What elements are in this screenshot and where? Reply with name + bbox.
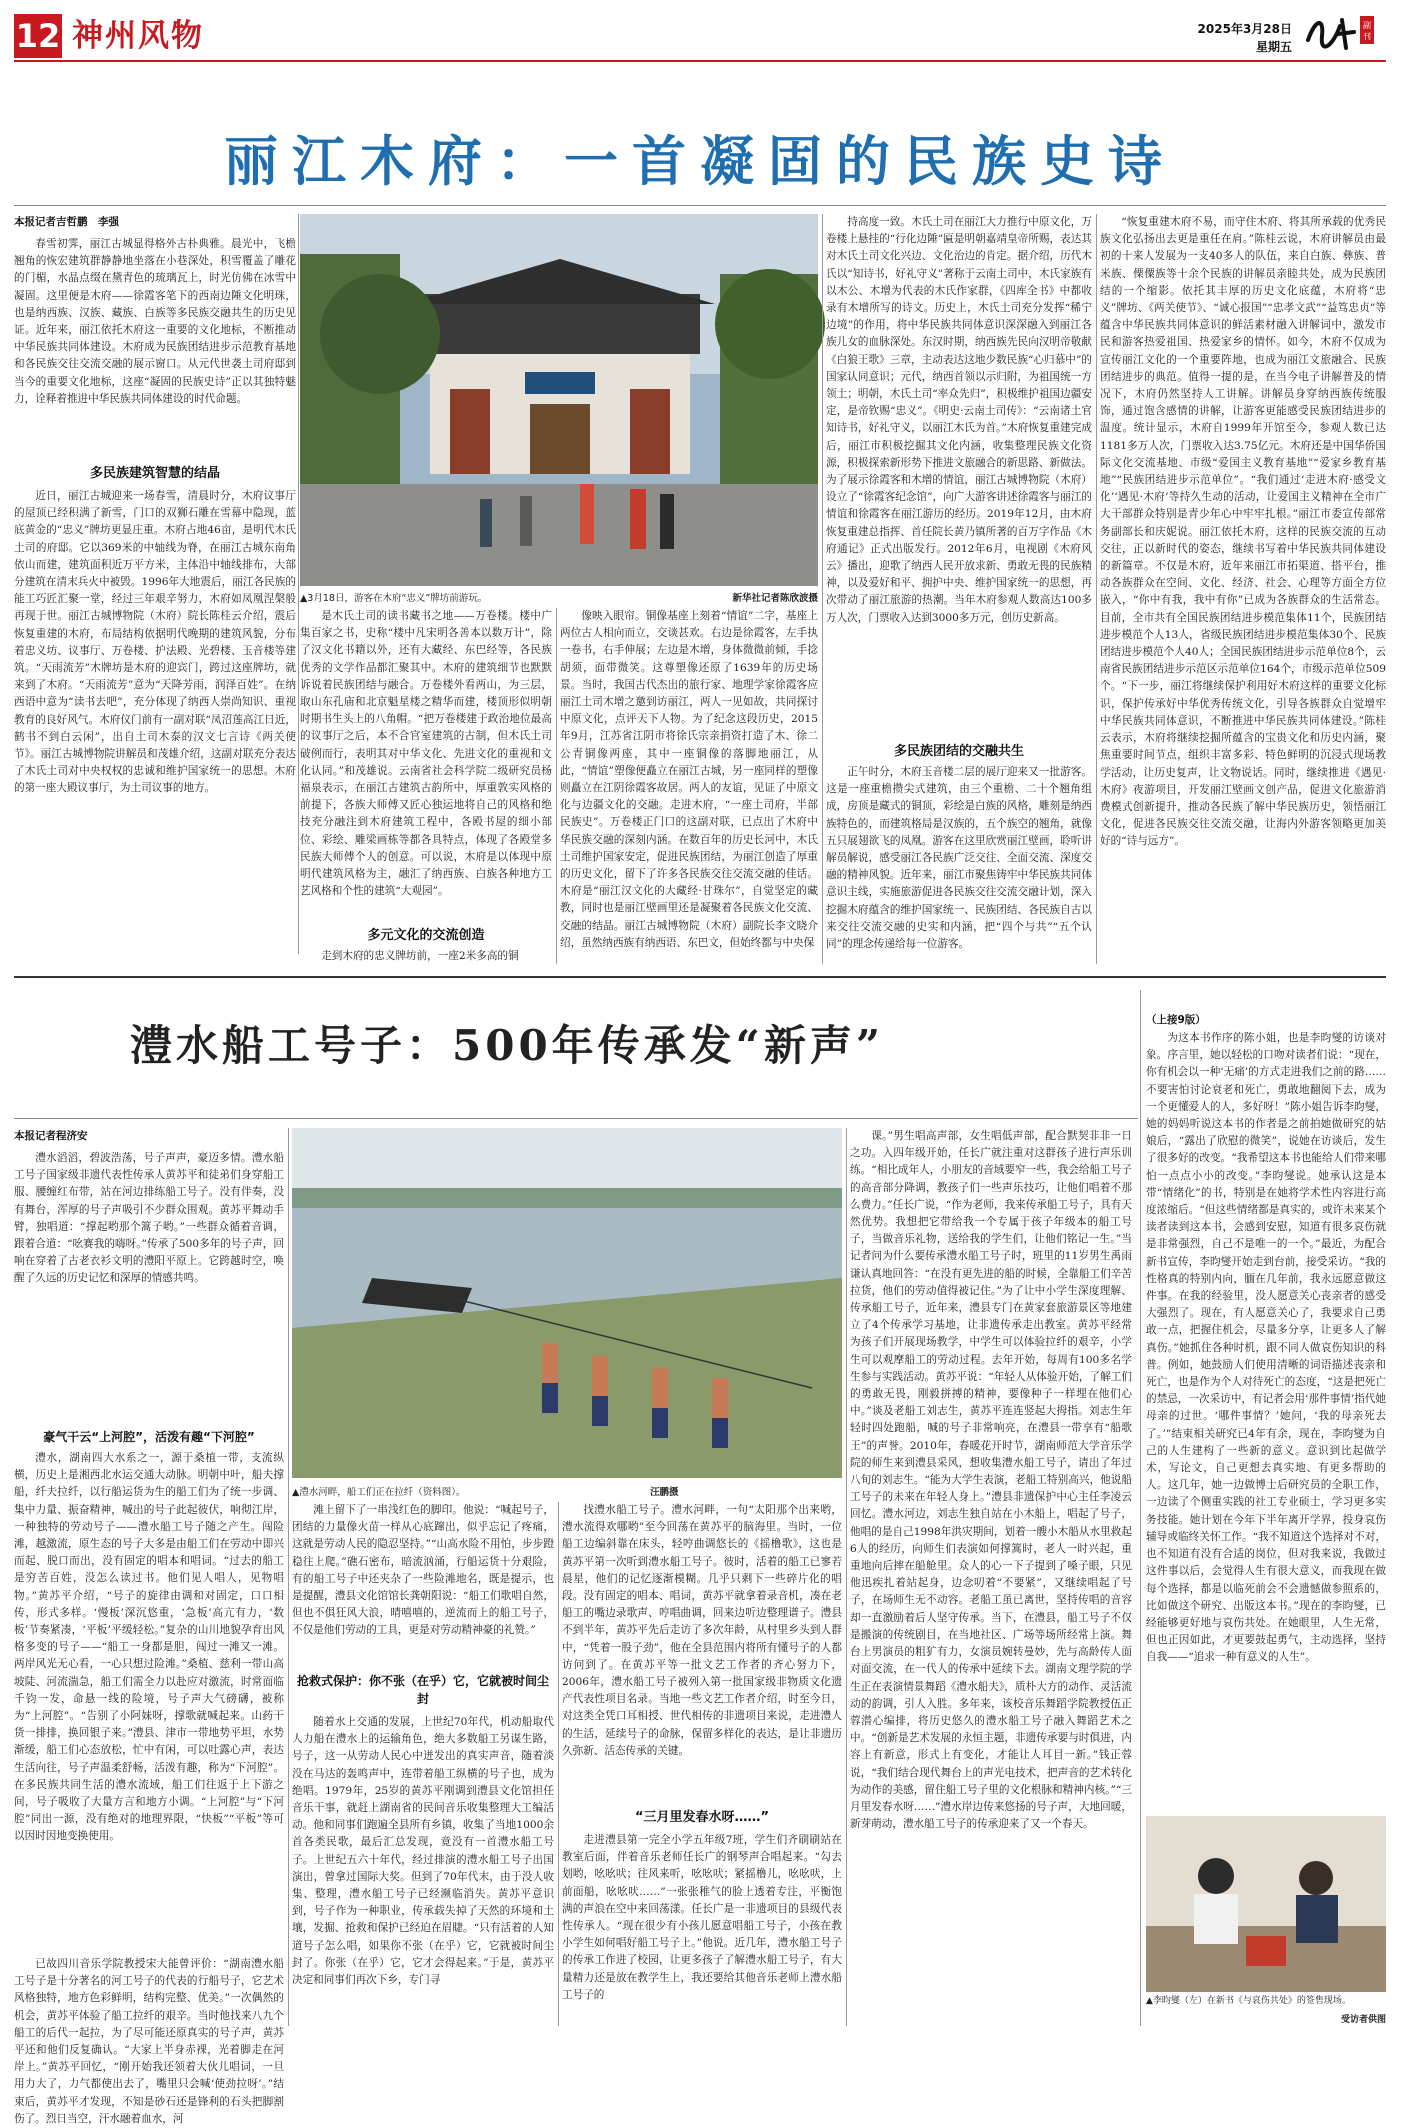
- article2-col2-body: 滩上留下了一串浅红色的脚印。他说：“喊起号子，团结的力量像火苗一样从心底蹿出，似乎忘记了疼痛，这就是劳动人民的隐忍坚持。”“山高水险不用怕，步步蹬稳往上爬。”礁石密布，暗流汹涌，行船运货十分艰险，有的船工号子中还夹杂了一些险滩地名，既是提示，也是提醒，澧县文化馆馆长龚朝阳说：“船工们歌唱自然，但也不俱狂风大浪，晴嘻嘻的，逆流而上的船工号子，不仅是他们劳动的工具，更是对劳动精神豪的礼赞。”: [292, 1504, 554, 1637]
- article2-title-rule: [14, 1118, 1138, 1119]
- issue-weekday: 星期五: [1255, 40, 1292, 54]
- article2-col1-tail: 已故四川音乐学院教授宋大能曾评价：“湖南澧水船工号子是十分著名的河工号子的代表的行船号子，它艺术风格独特，地方色彩鲜明，结构完整、优美。”一次偶然的机会，黄苏平体验了船工拉纤的艰辛。当时他找来八九个船工的后代一起拉，为了尽可能还原真实的号子声，黄苏平还和他们反复确认。“大家上半身赤裸，光着脚走在河岸上。”黄苏平回忆，“刚开始我还领着大伙儿唱词，一旦用力大了，力气都使出去了，嘴里只会喊‘使劲拉呀’。”结束后，黄苏平才发现，不知是砂石还是锋利的石头把脚割伤了。烈日当空，汗水融着血水，河: [14, 1958, 284, 2125]
- article1-subhead-2: 多元文化的交流创造: [367, 928, 485, 943]
- article2-col4-body: 课。”男生唱高声部，女生唱低声部，配合默契非非一日之功。入四年级开始，任长广就注重对这群孩子进行声乐训练。“相比成年人，小朋友的音域要窄一些，我会给船工号子的高音部分降调，教孩子们一些声乐技巧，让他们唱着不那么费力。”任长广说，“作为老师，我来传承船工号子，具有天然优势。我想把它带给我一个专属于孩子年级本的船工号子，当做音乐礼物，送给我的学生们，让他们铭记一生。”当记者问为什么要传承澧水船工号子时，班里的11岁男生禹雨谦认真地回答：“在没有更先进的船的时候，全靠船工们辛苦拉货，他们的劳动值得被记住。”为了让中小学生深度理解、传承船工号子，近年来，澧县专门在黄家套旅游景区等地建立了4个传承学习基地，让非遗传承走出教室。黄苏平经常为孩子们开展现场教学，中学生可以体验拉纤的艰辛，小学生可以观摩船工的劳动过程。去年开始，每周有100多名学生参与实践活动。黄苏平说：“年轻人从体验开始，了解工们的勇敢无畏，刚毅拼搏的精神，要像种子一样埋在他们心中。”谈及老船工刘志生，黄苏平连连竖起大拇指。刘志生年轻时四处跑船，喊的号子非常响亮，在澧县一带享有“船歌王”的声誉。2010年，春暖花开时节，湖南师范大学音乐学院的师生来到澧县采风，想收集澧水船工号子，请出了年过八旬的刘志生。“能为大学生表演，老船工特别高兴，他说船工号子的未来在年轻人身上。”澧县非遗保护中心主任李凌云回忆。澧水河边，刘志生独自站在小木船上，唱起了号子，他唱的是自己1998年洪灾期间，划着一艘小木船从水里救起6人的经历，向师生们表演如何撑篙时，老人一时兴起，重重地向后摔在船舱里。众人的心一下子提到了嗓子眼，只见他迅疾扎着站起身，边念叨着“不要紧”，又继续唱起了号子，在场师生无不动容。老船工虽已离世，坚持传唱的音容却一直激励着后人坚守传承。当下，在澧县，船工号子不仅是搬演的传统剧目，在当地社区、广场等场所经常上演。舞台上男演员的粗犷有力，女演员婉转曼妙，先与高龄传人面对面交流，在一代人的传承中延续下去。湖南文理学院的学生正在表演情景舞蹈《澧水船夫》，质朴大方的动作、灵活流动的韵调，引人入胜。多年来，该校音乐舞蹈学院教授伍正蓉潜心编排，将历史悠久的澧水船工号子融入舞蹈艺术之中。“创新是艺术发展的永恒主题，非遗传承要与时俱进，内容上有新意，形式上有变化，才能让人耳目一新。”钱正蓉说，“我们结合现代舞台上的声光电技术，把声音的艺术转化为动作的美感，留住船工号子里的文化根脉和精神内核。”“三月里发春水呀……”澧水岸边传来悠扬的号子声，大地回暖，新芽萌动，澧水船工号子的传承迎来了又一个春天。: [850, 1130, 1132, 1831]
- article1-col2-body: 是木氏土司的读书藏书之地——万卷楼。楼中广集百家之书，史称“楼中凡宋明各善本以数万计”，除了汉文化书籍以外，还有大藏经、东巴经等，各民族优秀的文学作品都汇聚其中。木府的建筑细节也默默诉说着民族团结与融合。万卷楼外看两山，为三层，取山东孔庙和北京魁星楼之精华而建，楼顶形似明朝时期书生头上的八角帽。“把万卷楼建于政治地位最高的议事厅之后，本不合官室建筑的古制，但木氏土司破例而行，表明其对中华文化、先进文化的重视和文化认同。”和茂雄说。云南省社会科学院二级研究员杨福泉表示，在丽江古建筑古韵所中，厚重敦实风格的前提下，各族大师傅又匠心独运地将自己的风格和绝技充分融注到木府建筑工程中，各殿书屋的细小部位、彩绘、雕梁画栋等都各具特点，体现了各殿堂多民族大师傅个人的创意。可以说，木府是以体现中原明代建筑风格为主，融汇了纳西族、白族各种地方工艺风格和个性的建筑“大观园”。: [300, 610, 552, 898]
- article1-byline: 本报记者吉哲鹏 李强: [14, 216, 119, 228]
- article2-byline: 本报记者程济安: [14, 1130, 88, 1142]
- article1-col2-tail: 走到木府的忠义牌坊前，一座2米多高的铜: [321, 950, 519, 962]
- article1-photo-caption: ▲3月18日，游客在木府“忠义”牌坊前游玩。: [300, 593, 488, 604]
- column-rule: [298, 214, 299, 954]
- article1-col4-body: 持高度一致。木氏土司在丽江大力推行中原文化，万卷楼上悬挂的“行化边陲”匾是明朝嘉靖皇帝所赐，表达其对木氏土司文化兴边、文化治边的肯定。据介绍，历代木氏以“知诗书，好礼守义”著称于云南土司中，木氏家族有以木公、木增为代表的木氏作家群，《四库全书》中都收录有木增所写的诗文。历史上，木氏土司充分发挥“稀宁边境”的作用，将中华民族共同体意识深深融入到丽江各族儿女的血脉深处。东汉时期，纳西族先民向汉明帝敬献《白狼王歌》三章，主动表达这地少数民族“心归慕中”的国家认同意识；元代，纳西首领以示归附，为祖国统一方领土；明朝，木氏土司“率众先归”，积极维护祖国边疆安定，是帝钦赐“忠义”。《明史·云南土司传》：“云南诸土官知诗书，好礼守义，以丽江木氏为首。”木府恢复重建完成后，丽江市积极挖掘其文化内涵，收集整理民族文化资源，积极探索新形势下推进文旅融合的新思路、新做法。为了展示徐霞客和木增的情谊，丽江古城博物院（木府）设立了“徐霞客纪念馆”，向广大游客讲述徐霞客与丽江的情谊和徐霞客在丽江游历的经历。2019年12月，由木府恢复重建总指挥、首任院长黄乃镇所著的百万字作品《木府通记》正式出版发行。2012年6月，电视剧《木府风云》播出，迎歌了纳西人民开放求新、勇敢无畏的民族精神，以及爱好和平、拥护中央、维护国家统一的思想，再次带动了丽江旅游的热潮。当年木府参观人数高达100多万人次，门票收入达到3000多万元，创历史新高。: [826, 216, 1092, 624]
- issue-date: 2025年3月28日: [1197, 22, 1292, 36]
- column-rule: [1140, 990, 1141, 2026]
- section-name: 神州风物: [72, 18, 204, 54]
- article2-subhead-3: “三月里发春水呀……”: [634, 1810, 770, 1825]
- article1-col3-body: 像映入眼帘。铜像基座上刻着“情谊”二字，基座上两位古人相向而立，交谈甚欢。右边是徐霞客，左手执一卷书，右手伸展；左边是木增，身体微微前倾，手捻胡须，面带微笑。这尊塑像还原了1639年的历史场景。当时，我国古代杰出的旅行家、地理学家徐霞客应丽江土司木增之邀到访丽江，两人一见如故，共同探讨中原文化，点评天下人物。为了纪念这段历史，2015年9月，江苏省江阴市将徐氏宗亲捐资打造了木、徐二公青铜像两座，其中一座铜像的落脚地丽江，从此，“情谊”塑像便矗立在丽江古城，另一座同样的塑像则矗立在江阴徐霞客故居。两人的友谊，见证了中原文化与边疆文化的交融。走进木府，“一座土司府，半部民族史”。万卷楼正门口的这副对联，已点出了木府中华民族交融的深刻内涵。在数百年的历史长河中，木氏土司维护国家安定，促进民族团结，为丽江创造了厚重的历史文化，留下了许多各民族交往交流交融的佳话。木府是“丽江汉文化的大藏经·甘珠尔”，自觉坚定的藏教，同时也是丽江壁画里还是凝聚着各民族文化交流、交融的结晶。丽江古城博物院（木府）副院长李文晓介绍，虽然纳西族有纳西语、东巴文，但始终都与中央保: [560, 610, 818, 949]
- article2-col1-intro: 澧水滔滔，碧波浩荡，号子声声，豪迈多情。澧水船工号子国家级非遗代表性传承人黄苏平和徒弟们身穿船工服、腰缠红布带，站在河边排练船工号子。没有伴奏，没有舞台，浑厚的号子声吸引不少群众围观。黄苏平舞动手臂，独唱道：“撑起哟那个篙子哟。”一些群众循着音调，跟着合道：“吆赛我的嗨呀。”传承了500多年的号子声，回响在穿着了古老衣衫文明的澧阳平原上。它跨越时空，唤醒了久远的历史记忆和深厚的情感共鸣。: [14, 1152, 284, 1285]
- article2-photo: [292, 1128, 842, 1478]
- article1-photo-credit: 新华社记者陈欣波摄: [732, 593, 818, 604]
- book-signing-credit: 受访者供图: [1340, 2015, 1386, 2025]
- article1-subhead-3: 多民族团结的交融共生: [893, 744, 1024, 759]
- article1-col1-body: 近日，丽江古城迎来一场春雪，清晨时分，木府议事厅的屋顶已经积满了新雪，门口的双狮石雕在雪幕中隐现，蓝底黄金的“忠义”牌坊更显庄重。木府占地46亩，是明代木氏土司的府邸。它以369米的中轴线为脊，在丽江古城东南角依山而建，建筑面积近万平方米，主体沿中轴线排布，大部分建筑在清末兵火中被毁。1996年大地震后，丽江各民族的能工巧匠汇聚一堂，经过三年艰辛努力，木府如凤凰涅槃般再现于世。丽江古城博物院（木府）院长陈桂云介绍，震后恢复重建的木府，布局结构依据明代晚期的建筑风貌，分布着忠义坊、议事厅、万卷楼、护法殿、光碧楼、玉音楼等建筑。“天雨流芳”木牌坊是木府的迎宾门，跨过这座牌坊，就来到了木府。“天雨流芳”意为“天降芳雨，润泽百姓”。在纳西语中意为“读书去吧”，充分体现了纳西人崇尚知识、重视教育的良好风气。木府仪门前有一副对联“凤沼莲高江日近，鹤书不到白云闲”，出自土司木泰的汉文七言诗《两关使节》。丽江古城博物院讲解员和茂雄介绍，这副对联充分表达了木氏土司对中央权权的忠诚和维护国家统一的思想。木府的第一座大殿议事厅，为土司议事的地方。: [14, 490, 296, 795]
- boat-trackers-photo: [292, 1128, 842, 1478]
- column-rule: [1096, 214, 1097, 964]
- article2-col3-tail: 走进澧县第一完全小学五年级7班，学生们齐刷刷站在教室后面，伴着音乐老师任长广的钢琴声合唱起来。“勾去划哟，吆吆吠；往风来听，吆吆吠；紧摇橹儿，吆吆吠，上前面船，吆吆吠……”一张张稚气的脸上透着专注，平衡饱满的声浪在空中来回荡漾。任长广是一非遗项目的县级代表性传承人。“现在很少有小孩儿愿意唱船工号子，小孩在教小学生如何唱好船工号子上。”他说。近几年，澧水船工号子的传承工作进了校园，让更多孩子了解澧水船工号子，有大量精力还是放在教学生上，我还要给其他音乐老师上澧水船工号子的: [562, 1834, 842, 2001]
- book-signing-caption: ▲李昀燮（左）在新书《与哀伤共处》的签售现场。: [1146, 1996, 1351, 2006]
- column-rule: [822, 214, 823, 964]
- mufu-gate-photo: [300, 214, 818, 586]
- book-signing-photo: [1146, 1816, 1386, 1992]
- signing-scene-photo: [1146, 1816, 1386, 1992]
- header-rule: [14, 60, 1386, 62]
- article2-col1-body: 澧水，湖南四大水系之一，源于桑植一带，支流纵横，历史上是湘西北水运交通大动脉。明朝中叶，船夫撑船，纤夫拉纤，以行船运货为生的船工们为了统一步调、集中力量、振奋精神，喊出的号子此起彼伏，响彻江岸，一种独特的劳动号子——澧水船工号子随之产生。闯险滩，越激流，原生态的号子大多是由船工们在劳动中即兴而起、脱口而出，没有固定的唱本和唱词。“过去的船工是穷苦百姓，没怎么读过书。他们见人唱人，见物唱物。”黄苏平介绍，“号子的旋律由调和对固定，口口相传，形式多样。‘慢板’深沉悠重，‘急板’高亢有力，‘数板’节奏紧凑，‘平板’平缓轻松。”复杂的山川地貌孕育出风格多变的号子——“船工一身都是胆，闯过一滩又一滩。两岸风光无心看，一心只想过险滩。”桑植、慈利一带山高坡陡、河流湍急，船工们需全力以赴应对激流，时常面临千钧一发，命悬一线的险境，号子声大气磅礴，被称为“上河腔”。“告别了小阿妹呀，撑歌就喊起来。山药干货一排排，换回银子来。”澧县、津市一带地势平坦，水势渐缓，船工们心态放松，忙中有闲，可以吐露心声，表达生活向往，号子声温柔舒畅，活泼有趣，称为“下河腔”。在多民族共同生活的澧水流域，船工们往返于上下游之间，号子吸收了大量方言和地方小调。“上河腔”与“下河腔”同出一源，没有绝对的地理界限，“快板”“平板”等可以因时因地变换使用。: [14, 1452, 284, 1843]
- column-rule: [558, 1502, 559, 2026]
- article2-col3-body: 找澧水船工号子。澧水河畔，一句“太阳那个出来哟，澧水流得欢哪哟”至今回荡在黄苏平的脑海里。当时，一位船工边编斜靠在床头，轻哼曲调悠长的《摇橹歌》，这也是黄苏平第一次听到澧水船工号子。彼时，活着的船工已寥若晨星，他们的记忆逐渐模糊。几乎只剩下一些碎片化的唱段。没有固定的唱本、唱词，黄苏平就拿着录音机，凑在老船工的嘴边录歌声、哼唱曲调，回来边听边整理谱子。澧县不到半年，黄苏平先后走访了多次年龄，从村里乡头到人群中，“凭着一股子劲”，他在全县范围内将所有懂号子的人都访问到了。在黄苏平等一批文艺工作者的齐心努力下，2006年，澧水船工号子被列入第一批国家级非物质文化遗产代表性项目名录。当地一些文艺工作者介绍，时至今日，对这类全凭口耳相授、世代相传的非遗项目来说，走进澧人的生活，延续号子的命脉，保留多样化的表达，是让非遗历久弥新、活态传承的关键。: [562, 1504, 842, 1757]
- continued-story-body: 为这本书作序的陈小姐，也是李昀燮的访谈对象。序言里，她以轻松的口吻对读者们说：“现在，你有机会以一种‘无痛’的方式走进我们之前的路……不要害怕讨论衰老和死亡，勇敢地翻阅下去，成为一个更懂爱人的人，多好呀！”陈小姐告诉李昀燮，她的妈妈听说这本书的作者是之前拍她做研究的姑娘后，“露出了欣慰的微笑”，说她在访谈后，发生了很多好的改变。“我希望这本书也能给人们带来哪怕一点点小小的改变。”李昀燮说。她承认这是本带“情绪化”的书，特别是在她将学术性内容进行高度浓缩后。“但这些情绪都是真实的，或许未来某个读者读到这本书，会感到安慰，知道有很多哀伤就是非常强烈，自己不是唯一的一个。”最近，为配合新书宣传，李昀燮开始走到台前，接受采访。“我的性格真的特别内向，腼在几年前，我永远愿意做这件事。在我的经验里，没人愿意关心丧亲者的感受大强烈了。现在，有人愿意关心了，我要求自己勇敢一点，把握住机会，尽量多分享，让更多人了解真伤。”她抓住各种时机，跟不同人做哀伤知识的科普。例如，她鼓励人们使用清晰的词语描述丧亲和死亡，也是作为个人对待死亡的态度，“这是把死亡的禁忌，一次采访中，有记者会用‘那件事情’指代她母亲的过世。‘哪件事情？’她问，‘我的母亲死去了。’”结束相关研究已4年有余，现在，李昀燮为自己的人生建构了一些新的意义。意识到比起做学术，写论文，自己更想去真实地、有更多帮助的人。这几年，她一边做博士后研究员的全职工作，一边读了个侧重实践的社工专业硕士，学习更多实务技能。她计划在今年下半年离开学界，投身哀伤辅导或临终关怀工作。“我不知道这个选择对不对，也不知道有没有合适的岗位，但对我来说，我做过这件事以后，会觉得人生有很大意义，而我现在做每个选择，都是以临死前会不会遗憾做参照系的，比如做这个研究、出版这本书。”现在的李昀燮，已经能够更好地与哀伤共处。在她眼里，人生无常，但也正因如此，才更要鼓起勇气，主动选择，坚持自我——“追求一种有意义的人生”。: [1146, 1032, 1386, 1664]
- article1-photo: [300, 214, 818, 586]
- page-header: [0, 0, 1401, 60]
- articles-divider: [14, 976, 1386, 978]
- article2-photo-caption: ▲澧水河畔，船工们正在拉纤（资料图）。: [292, 1487, 466, 1498]
- article2-photo-credit: 汪鹏摄: [650, 1487, 679, 1498]
- brand-logo: [1302, 10, 1386, 54]
- svg-text:副: 副: [1363, 21, 1371, 30]
- article1-title-rule: [14, 205, 1386, 206]
- column-rule: [288, 1128, 289, 2026]
- column-rule: [846, 1128, 847, 2026]
- article1-subhead-1: 多民族建筑智慧的结晶: [89, 466, 220, 481]
- article2-col2-tail: 随着水上交通的发展，上世纪70年代，机动船取代人力船在澧水上的运输角色，绝大多数船工另谋生路，号子，这一从劳动人民心中迸发出的真实声音，随着淡没在马达的轰鸣声中，连带着船工纵横的号子也，成为绝唱。1979年，25岁的黄苏平刚调到澧县文化馆担任音乐干事，就赶上湖南省的民间音乐收集整理大工编活动。他和同事们跑遍全县所有乡镇，收集了当地1000余首各类民歌，最后汇总发现，竟没有一首澧水船工号子。上世纪五六十年代，经过排演的澧水船工号子出国演出，曾拿过国际大奖。但到了70年代末，由于没人收集、整理，澧水船工号子已经濒临消失。黄苏平意识到，号子作为一种职业，传承载失掉了天然的环境和土壤，发掘、抢救和保护已经迫在眉睫。“只有活着的人知道号子怎么唱，如果你不张（在乎）它，它就被时间尘封了。你张（在乎）它，它才会得起来。”于是，黄苏平决定和同事们再次下乡，专门寻: [292, 1716, 554, 1987]
- article1-col4-tail: 正午时分，木府玉音楼二层的展厅迎来又一批游客。这是一座重檐攒尖式建筑，由三个重檐、二十个翘角组成，房顶是藏式的铜顶，彩绘是白族的风格，雕刻是纳西族特色的，而建筑格局是汉族的，五个族空的翘角，就像五只展翅欲飞的凤凰。游客在这里欣赏丽江壁画，聆听讲解员解说，感受丽江各民族广泛交往、全面交流、深度交融的精神风貌。近年来，丽江市聚焦铸牢中华民族共同体意识主线，实施旅游促进各民族交往交流交融计划，深入挖掘木府蕴含的维护国家统一、民族团结、各民族自古以来交往交流交融的史实和内涵，把“四个与共”“五个认同”的理念传递给每一位游客。: [826, 766, 1092, 951]
- article1-col5-body: “恢复重建木府不易，而守住木府、将其所承载的优秀民族文化弘扬出去更是重任在肩。”陈桂云说，木府讲解员由最初的十来人发展为一支40多人的队伍，来自白族、彝族、普米族、傈僳族等十余个民族的讲解员亲睦共处，成为民族团结的一个缩影。依托其丰厚的历史文化底蕴，木府将“忠义”牌坊、《两关使节》、“诚心报国”“忠孝文武”“益笃忠贞”等蕴含中华民族共同体意识的鲜活素材融入讲解词中，激发市民和游客热爱祖国、热爱家乡的情怀。如今，木府不仅成为宣传丽江文化的一个重要阵地，也成为丽江文旅融合、民族团结进步的典范。值得一提的是，在当今电子讲解普及的情况下，木府仍然坚持人工讲解。讲解员身穿纳西族传统服饰，通过饱含感情的讲解，让游客更能感受民族团结进步的温度。统计显示，木府自1999年开馆至今，参观人数已达1181多万人次，门票收入达3.75亿元。木府还是中国华侨国际文化交流基地、市级“爱国主义教育基地”“爱家乡教育基地”“民族团结进步示范单位”。“我们通过‘走进木府·感受文化’‘遇见·木府’等持久生动的活动，让爱国主义精神在全市广大干部群众特别是青少年心中牢牢扎根。”丽江市委宣传部常务副部长和庆妮说。丽江依托木府，这样的民族交流的互动交往，正以新时代的姿态，继续书写着中华民族共同体建设的新篇章。不仅是木府，近年来丽江市拓渠道、搭平台，推动各族群众在空间、文化、经济、社会、心理等方面全方位嵌入，“你中有我，我中有你”已成为各族群众的生活常态。目前，全市共有全国民族团结进步模范集体11个，民族团结进步模范个人13人，省级民族团结进步模范集体30个、民族团结进步模范个人40人；全国民族团结进步示范单位8个，云南省民族团结进步示范区示范单位164个，市级示范单位509个。“下一步，丽江将继续保护利用好木府这样的重要文化标识，保护传承好中华优秀传统文化，引导各族群众自觉增牢中华民族共同体意识，不断推进中华民族共同体建设。”陈桂云表示，木府将继续挖掘所蕴含的宝贵文化和历史内涵，聚焦重要时间节点，组织丰富多彩、特色鲜明的沉浸式现场教学活动，让历史复声，让文物说话。同时，继续推进《遇见·木府》夜游项目，开发丽江壁画文创产品，促进文化旅游消费模式创新提升，推动各民族了解中华民族历史，领悟丽江文化，促进各民族交往交流交融，让海内外游客领略更加美好的“诗与远方”。: [1100, 216, 1386, 848]
- article2-subhead-2: 抢救式保护：你不张（在乎）它，它就被时间尘封: [296, 1674, 549, 1706]
- column-rule: [556, 608, 557, 964]
- article1-col1-intro: 春雪初霁，丽江古城显得格外古朴典雅。晨光中，飞檐翘角的恢宏建筑群静静地坐落在小巷深处，积雪覆盖了雕花的门楣，水晶点缀在黛青色的琉璃瓦上，时光仿佛在冰雪中凝固。这里便是木府——徐霞客笔下的西南边陲文化明珠，也是纳西族、汉族、藏族、白族等多民族交融共生的历史见证。近年来，丽江依托木府这一重要的文化地标，不断推动中华民族共同体建设。木府成为民族团结进步示范教育基地和各民族交往交流交融的展示窗口。从元代世袭土司府邸到当今的重要文化地标，这座“凝固的民族史诗”正以其独特魅力，诠释着推进中华民族共同体建设的时代命题。: [14, 238, 296, 405]
- page-number-badge: 12: [14, 14, 62, 58]
- article2-subhead-1: 豪气干云“上河腔”，活泼有趣“下河腔”: [43, 1430, 255, 1444]
- brand-calligraphy-icon: [1302, 10, 1386, 54]
- svg-text:刊: 刊: [1363, 32, 1371, 41]
- continued-label: （上接9版）: [1146, 1014, 1206, 1026]
- article2-title: 澧水船工号子：500年传承发“新声”: [130, 1021, 884, 1070]
- article1-title: 丽江木府：一首凝固的民族史诗: [224, 129, 1176, 193]
